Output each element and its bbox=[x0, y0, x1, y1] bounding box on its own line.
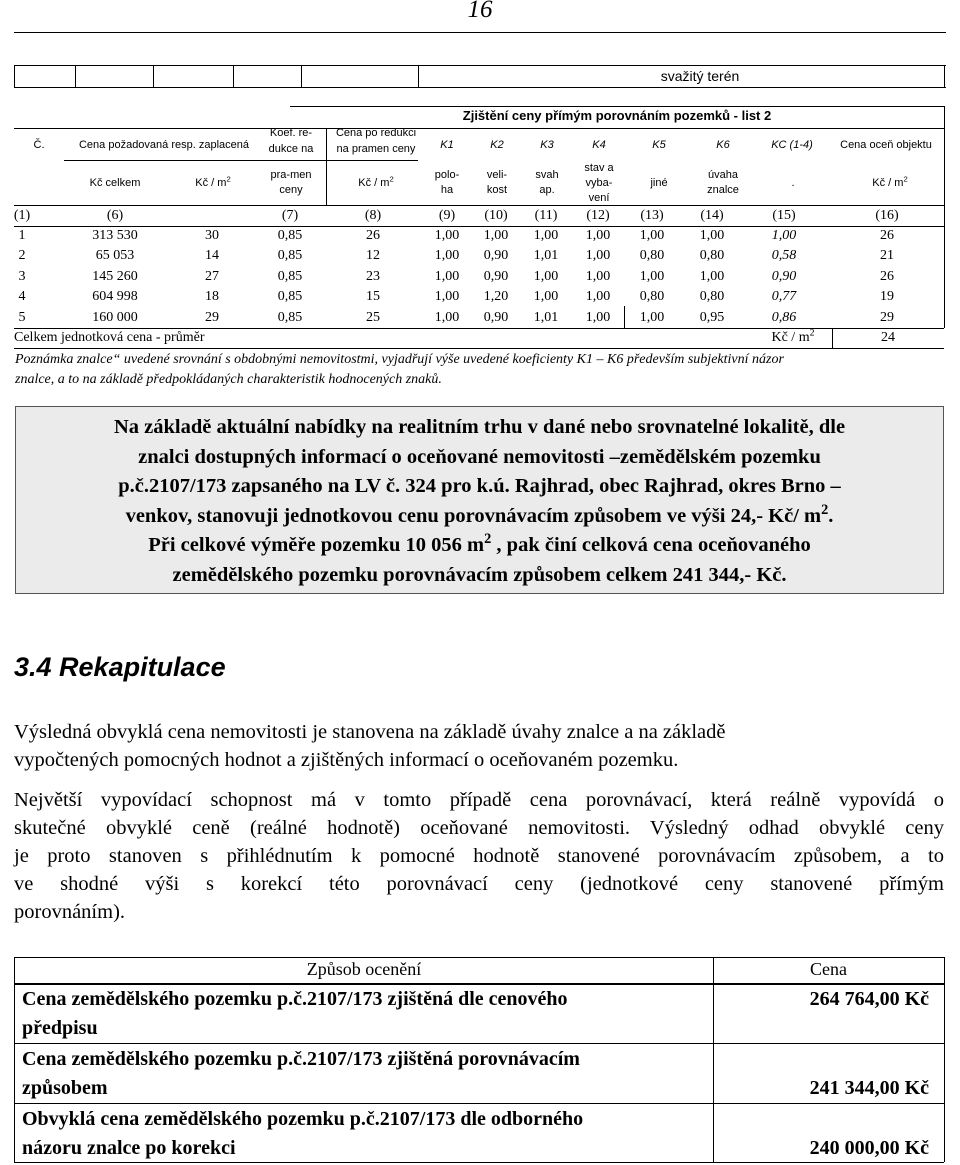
header-koef-1: Koef. re- bbox=[269, 127, 313, 139]
header-po-redukci-unit: Kč / $m^2$ bbox=[358, 174, 394, 189]
recap-col-method: Způsob ocenění bbox=[306, 959, 422, 979]
header-k3-sub1: svah bbox=[535, 169, 559, 181]
header-k2: K2 bbox=[490, 139, 504, 151]
header-kc-sub: . bbox=[791, 177, 795, 189]
table-cell: 1,00 bbox=[585, 228, 611, 243]
header-k6: K6 bbox=[716, 139, 730, 151]
table-cell: 30 bbox=[205, 228, 219, 243]
table-cell: 0,85 bbox=[277, 309, 303, 325]
recap-price bbox=[713, 985, 929, 1014]
section-heading: 3.4 Rekapitulace bbox=[14, 652, 226, 682]
recap-row-cont bbox=[22, 1134, 236, 1163]
recap-method-line-2: předpisu bbox=[22, 1017, 98, 1039]
table-cell: 12 bbox=[366, 248, 380, 264]
table-cell: 1,00 bbox=[483, 228, 509, 243]
table-cell: 1,00 bbox=[434, 309, 460, 325]
table-cell: 23 bbox=[366, 268, 380, 284]
column-number: (13) bbox=[640, 208, 664, 223]
recap-row-cont bbox=[22, 1014, 98, 1043]
table-cell: 0,85 bbox=[277, 248, 303, 264]
column-number: (1) bbox=[13, 208, 31, 223]
table-cell: 1,00 bbox=[585, 268, 611, 284]
table-title: Zjištění ceny přímým porovnáním pozemků - list 2 bbox=[462, 108, 772, 123]
column-number: (8) bbox=[364, 208, 382, 223]
table-cell: 18 bbox=[205, 289, 219, 305]
table-cell: 26 bbox=[880, 268, 894, 284]
conclusion-line-5: Při celkové výměře pozemku 10 056 $m^2$ , pak činí celková cena oceňovaného bbox=[148, 531, 811, 556]
p1-line-1: Výsledná obvyklá cena nemovitosti je stanovena na základě úvahy znalce a na základě bbox=[14, 721, 726, 743]
column-number: (7) bbox=[281, 208, 299, 223]
p2-line-5: porovnáním). bbox=[14, 901, 126, 923]
table-cell: 1,00 bbox=[639, 228, 665, 243]
table-cell: 27 bbox=[205, 268, 219, 284]
header-k4-sub3: vení bbox=[588, 192, 610, 204]
table-cell: 0,90 bbox=[483, 309, 509, 325]
table-cell: 1,00 bbox=[771, 228, 797, 243]
header-k4: K4 bbox=[592, 139, 606, 151]
table-cell: 1,00 bbox=[434, 268, 460, 284]
header-k1-sub1: polo- bbox=[434, 169, 460, 181]
header-k3: K3 bbox=[540, 139, 554, 151]
header-rule bbox=[14, 32, 946, 33]
table-cell: 145 260 bbox=[92, 268, 138, 284]
table-cell: 1,00 bbox=[533, 228, 559, 243]
header-k5-sub: jiné bbox=[650, 177, 668, 189]
header-k6-sub1: úvaha bbox=[708, 169, 738, 181]
p2-line-3: je proto stanoven s přihlédnutím k pomocné hodnotě stanovené porovnávacím způsobem, a to bbox=[14, 845, 944, 867]
column-number: (14) bbox=[700, 208, 724, 223]
table-cell: 1,00 bbox=[434, 248, 460, 264]
table-cell: 3 bbox=[18, 268, 26, 284]
table-cell: 1,00 bbox=[533, 268, 559, 284]
table-cell: 0,58 bbox=[771, 248, 797, 264]
conclusion-box bbox=[15, 406, 944, 594]
table-cell: 29 bbox=[205, 309, 219, 325]
table-cell: 1,00 bbox=[585, 309, 611, 325]
recap-price-value: 241 344,00 Kč bbox=[809, 1077, 929, 1099]
table-cell: 0,77 bbox=[771, 289, 797, 305]
table-cell: 0,86 bbox=[771, 309, 797, 325]
table-cell: 160 000 bbox=[92, 309, 138, 325]
table-cell: 26 bbox=[880, 228, 894, 243]
table-cell: 25 bbox=[366, 309, 380, 325]
p2-line-4: ve shodné výši s korekcí této porovnávací ceny (jednotkové ceny stanovené přímým bbox=[14, 873, 944, 895]
header-kc-celkem: Kč celkem bbox=[89, 177, 141, 189]
expert-note bbox=[15, 350, 950, 390]
header-k6-sub2: znalce bbox=[707, 184, 739, 196]
recap-col-price: Cena bbox=[810, 959, 847, 979]
header-po-redukci-1: Cena po redukci bbox=[335, 127, 417, 139]
table-cell: 14 bbox=[205, 248, 219, 264]
header-k2-sub1: veli- bbox=[486, 169, 508, 181]
table-cell: 1,00 bbox=[585, 248, 611, 264]
conclusion-line-4: venkov, stanovuji jednotkovou cenu porovnávacím způsobem ve výši 24,- Kč/ $m^2$. bbox=[125, 501, 834, 527]
recap-row bbox=[22, 985, 568, 1014]
conclusion-line-6: zemědělského pozemku porovnávacím způsobem celkem 241 344,- Kč. bbox=[172, 563, 787, 586]
column-number: (10) bbox=[484, 208, 508, 223]
recap-price-value: 240 000,00 Kč bbox=[809, 1137, 929, 1159]
conclusion-line-1: Na základě aktuální nabídky na realitním trhu v dané nebo srovnatelné lokalitě, dle bbox=[113, 416, 846, 438]
table-cell: 15 bbox=[366, 289, 380, 305]
table-cell: 0,85 bbox=[277, 289, 303, 305]
note-line-1: Poznámka znalce“ uvedené srovnání s obdobnými nemovitostmi, vyjadřují výše uvedené koeficienty K1 – K6 především subjektivní názor bbox=[15, 352, 784, 367]
table-cell: 0,85 bbox=[277, 268, 303, 284]
conclusion-line-2: znalci dostupných informací o oceňované nemovitosti –zemědělském pozemku bbox=[138, 445, 821, 468]
table-cell: 1,00 bbox=[699, 228, 725, 243]
recap-method-line-1: Cena zemědělského pozemku p.č.2107/173 zjištěná porovnávacím bbox=[22, 1048, 580, 1070]
table-cell: 0,80 bbox=[639, 248, 665, 264]
table-cell: 1,01 bbox=[533, 248, 559, 264]
table-cell: 1,00 bbox=[434, 289, 460, 305]
table-cell: 1,20 bbox=[483, 289, 509, 305]
header-koef-2: dukce na bbox=[268, 143, 314, 155]
table-cell: 313 530 bbox=[92, 228, 138, 243]
table-cell: 4 bbox=[18, 289, 26, 305]
table-cell: 0,90 bbox=[771, 268, 797, 284]
note-line-2: znalce, a to na základě předpokládaných charakteristik hodnocených znaků. bbox=[15, 372, 442, 387]
table-cell: 1,00 bbox=[434, 228, 460, 243]
table-cell: 604 998 bbox=[92, 289, 138, 305]
header-cena-ocen: Cena oceň objektu bbox=[840, 139, 932, 151]
table-cell: 0,95 bbox=[699, 309, 725, 325]
p1-line-2: vypočtených pomocných hodnot a zjištěných informací o oceňovaném pozemku. bbox=[14, 749, 679, 771]
recap-row bbox=[22, 1105, 583, 1134]
column-number: (6) bbox=[106, 208, 124, 223]
p2-line-1: Největší vypovídací schopnost má v tomto případě cena porovnávací, která reálně vypovídá o bbox=[14, 789, 944, 811]
table-cell: 0,80 bbox=[699, 289, 725, 305]
table-cell: 0,80 bbox=[699, 248, 725, 264]
table-cell: 1,00 bbox=[639, 268, 665, 284]
table-cell: 1,00 bbox=[639, 309, 665, 325]
recap-row-cont bbox=[22, 1074, 108, 1103]
recap-price bbox=[713, 1134, 929, 1163]
page-number: 16 bbox=[467, 0, 493, 23]
column-number: (16) bbox=[875, 208, 899, 223]
header-c: Č. bbox=[33, 139, 45, 151]
recap-method-line-2: způsobem bbox=[22, 1077, 108, 1099]
summary-value: 24 bbox=[881, 330, 895, 345]
header-cena-pozadovana: Cena požadovaná resp. zaplacená bbox=[78, 139, 249, 151]
header-k1-sub2: ha bbox=[440, 184, 454, 196]
table-cell: 2 bbox=[18, 248, 26, 264]
table-cell: 0,90 bbox=[483, 268, 509, 284]
p2-line-2: skutečné obvyklé ceně (reálné hodnotě) oceňované nemovitosti. Výsledný odhad obvyklé ceny bbox=[14, 817, 944, 839]
table-cell: 29 bbox=[880, 309, 894, 325]
recap-paragraph-1 bbox=[14, 718, 944, 774]
header-k1: K1 bbox=[440, 139, 454, 151]
header-k2-sub2: kost bbox=[486, 184, 508, 196]
table-cell: 0,90 bbox=[483, 248, 509, 264]
header-k4-sub2: vyba- bbox=[585, 177, 613, 189]
recap-method-line-1: Obvyklá cena zemědělského pozemku p.č.2107/173 dle odborného bbox=[22, 1108, 584, 1130]
table-cell: 5 bbox=[18, 309, 26, 325]
header-k3-sub2: ap. bbox=[539, 184, 555, 196]
recap-price-value: 264 764,00 Kč bbox=[809, 988, 929, 1010]
table-cell: 65 053 bbox=[95, 248, 135, 264]
header-po-redukci-2: na pramen ceny bbox=[336, 143, 416, 155]
table-cell: 1 bbox=[18, 228, 26, 243]
table-cell: 1,00 bbox=[585, 289, 611, 305]
recap-method-line-1: Cena zemědělského pozemku p.č.2107/173 zjištěná dle cenového bbox=[22, 988, 568, 1010]
header-kc-m2: Kč / $m^2$ bbox=[195, 174, 231, 189]
header-k5: K5 bbox=[652, 139, 666, 151]
conclusion-line-3: p.č.2107/173 zapsaného na LV č. 324 pro k.ú. Rajhrad, obec Rajhrad, okres Brno – bbox=[118, 475, 841, 497]
recap-price bbox=[713, 1074, 929, 1103]
header-kc: KC (1-4) bbox=[771, 139, 813, 151]
recap-paragraph-2 bbox=[14, 786, 944, 926]
table-cell: 19 bbox=[880, 289, 894, 305]
column-number: (15) bbox=[772, 208, 796, 223]
header-koef-3: pra-men bbox=[270, 169, 312, 181]
header-cena-ocen-unit: Kč / $m^2$ bbox=[872, 174, 908, 189]
table-cell: 1,00 bbox=[699, 268, 725, 284]
table-cell: 1,01 bbox=[533, 309, 559, 325]
terrain-label: svažitý terén bbox=[660, 68, 740, 84]
summary-label: Celkem jednotková cena - průměr bbox=[14, 330, 205, 345]
table-cell: 1,00 bbox=[533, 289, 559, 305]
summary-unit: Kč / $m^2$ bbox=[771, 327, 815, 345]
table-cell: 21 bbox=[880, 248, 894, 264]
column-number: (9) bbox=[438, 208, 456, 223]
column-number: (12) bbox=[586, 208, 610, 223]
recap-row bbox=[22, 1045, 580, 1074]
table-cell: 26 bbox=[366, 228, 380, 243]
column-number: (11) bbox=[534, 208, 558, 223]
table-cell: 0,85 bbox=[277, 228, 303, 243]
header-koef-4: ceny bbox=[279, 184, 303, 196]
header-k4-sub1: stav a bbox=[584, 162, 614, 174]
recap-method-line-2: názoru znalce po korekci bbox=[22, 1137, 236, 1159]
table-cell: 0,80 bbox=[639, 289, 665, 305]
